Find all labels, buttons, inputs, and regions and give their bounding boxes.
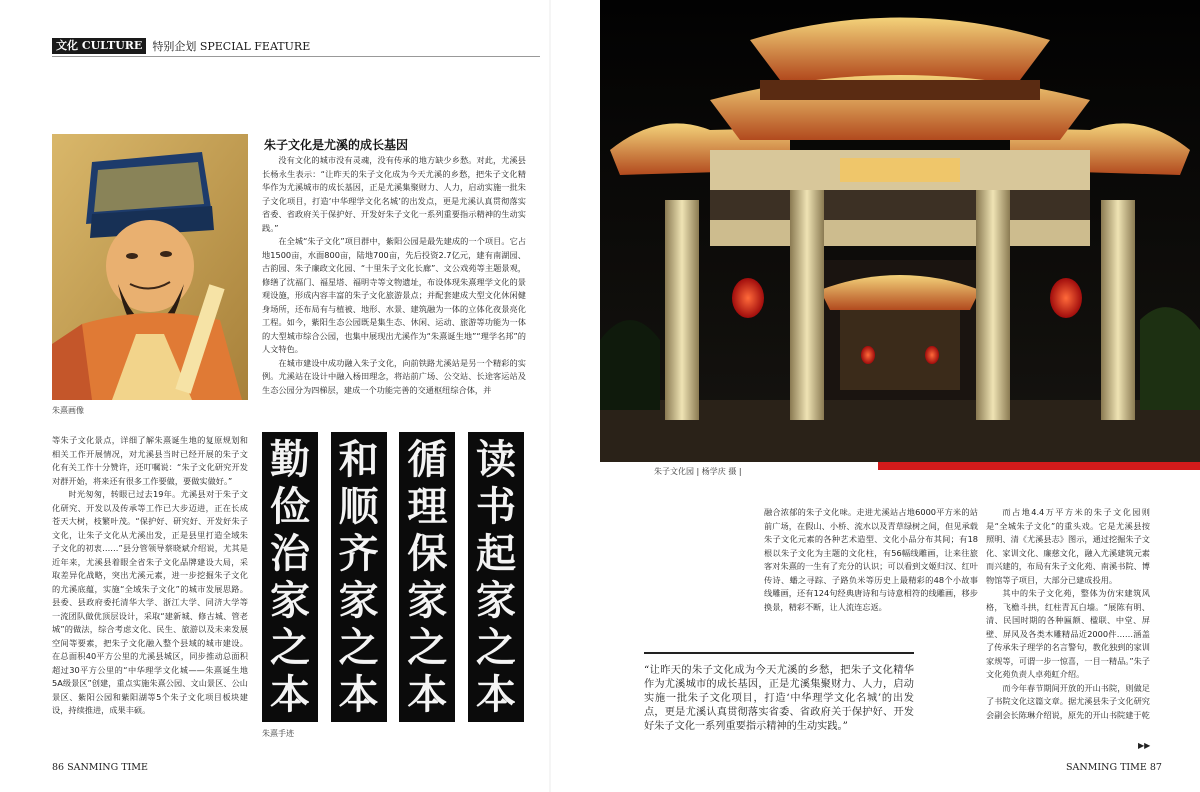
paragraph: 等朱子文化景点，详细了解朱熹诞生地的复原规划和相关工作开展情况，对尤溪县当时已经开展的朱子文化有关工作十分赞许，还叮嘱说：“朱子文化研究开发对群开始，将来还有很多工作要做，要做实做好。” <box>52 435 248 486</box>
calligraphy-character: 之 <box>338 623 379 671</box>
left-page-upper-column <box>262 154 526 406</box>
archway-night-photo <box>600 0 1200 462</box>
pull-quote: “让昨天的朱子文化成为今天尤溪的乡愁，把朱子文化精华作为尤溪城市的成长基因，正是尤溪集聚财力、人力，启动实施一批朱子文化项目，打造‘中华理学文化名城’的出发点，更是尤溪认真贯彻落实省委、省政府关于保护好、开发好朱子文化一系列重要指示精神的生动实践。” <box>644 665 914 732</box>
zhu-xi-portrait <box>52 134 248 400</box>
calligraphy-panel <box>262 432 524 722</box>
page-gutter <box>549 0 551 792</box>
calligraphy-strip <box>262 432 318 722</box>
section-header <box>52 38 310 54</box>
article-heading: 朱子文化是尤溪的成长基因 <box>264 138 409 152</box>
calligraphy-character: 家 <box>475 576 516 624</box>
portrait-caption: 朱熹画像 <box>52 406 84 415</box>
calligraphy-character: 起 <box>475 529 516 577</box>
calligraphy-character: 本 <box>270 670 310 718</box>
calligraphy-character: 书 <box>475 482 516 530</box>
calligraphy-character: 本 <box>475 670 516 718</box>
section-subtitle: 特别企划 SPECIAL FEATURE <box>152 40 311 53</box>
calligraphy-character: 治 <box>270 529 310 577</box>
calligraphy-character: 保 <box>407 529 448 577</box>
pull-quote-rule <box>644 652 914 654</box>
calligraphy-character: 顺 <box>338 482 379 530</box>
paragraph: 其中的朱子文化苑，整体为仿宋建筑风格，飞檐斗拱，红柱青瓦白墙。“展陈有明、清、民国时期的各种匾额、楹联、中堂、屏壁、屏风及各类木雕精品近2000件……涵盖了传承朱子理学的名言警句，教化独到的家训家规等，可谓一步一惊喜，一目一精品。”朱子文化苑负责人卓苑虹介绍。 <box>986 588 1150 679</box>
paragraph: 时光匆匆，转眼已过去19年。尤溪县对于朱子文化研究、开发以及传承等工作已大步迈进，正在长成苍天大树，枝繁叶茂。“保护好、研究好、开发好朱子文化，让朱子文化从尤溪出发，正是县里打造全域朱子文化的初衷……”县分管领导蔡晓斌介绍说，尤其是近年来，尤溪县着眼全省朱子文化品牌建设大局，采取差异化战略，突出尤溪元素，进一步挖掘朱子文化的尤溪底蕴，实施“全域朱子文化”的城市发展思路。县委、县政府委托清华大学、浙江大学、同济大学等一流团队做优顶层设计，采取“建新城、修古城、管老城”的做法，综合考虑文化、民生、旅游以及未来发展空间等要素，把朱子文化融入整个县域的城市建设。在总面积40平方公里的尤溪县城区，同步推动总面积超过30平方公里的“中华理学文化城——朱熹诞生地5A级景区”创建，重点实施朱熹公园、文山景区、公山景区、紫阳公园和紫阳湖等5个朱子文化项目板块建设，持续推进，成果丰硕。 <box>52 489 248 715</box>
calligraphy-character: 本 <box>407 670 448 718</box>
accent-bar <box>878 462 1200 470</box>
paragraph: 而占地4.4万平方米的朱子文化园则是“全城朱子文化”的重头戏。它是尤溪县按照明、清《尤溪县志》图示，通过挖掘朱子文化、家训文化、廉慈文化，融入尤溪建筑元素而兴建的，布局有朱子文化苑、南溪书院、博物馆等子项目，大部分已建成投用。 <box>986 507 1150 585</box>
calligraphy-character: 齐 <box>338 529 379 577</box>
calligraphy-strip <box>331 432 387 722</box>
right-page-right-column <box>986 506 1150 756</box>
calligraphy-character: 和 <box>338 435 379 483</box>
continue-arrow-icon: ▶▶ <box>1138 741 1151 750</box>
calligraphy-character: 俭 <box>270 482 310 530</box>
calligraphy-character: 之 <box>270 623 310 671</box>
calligraphy-strip <box>468 432 524 722</box>
calligraphy-character: 读 <box>475 435 516 483</box>
calligraphy-character: 循 <box>407 435 448 483</box>
paragraph: 融合浓郁的朱子文化味。走进尤溪站占地6000平方米的站前广场，在假山、小桥、流水以及青草绿树之间，但见承载朱子文化元素的各种艺术造型、文化小品分布其间；有18根以朱子文化为主题的文化柱，有56幅线雕画，让来往旅客对朱熹的一生有了充分的认识；可以看到文姬归汉、红叶传诗、蟠之寻踪、子路负米等历史上最精彩的48个小故事线雕画，还有124句经典唐诗和与诗意相符的线雕画，移步换景，精彩不断，让人流连忘返。 <box>764 507 978 612</box>
left-page-lower-column <box>52 434 248 726</box>
paragraph: 没有文化的城市没有灵魂，没有传承的地方缺少乡愁。对此，尤溪县长杨永生表示：“让昨天的朱子文化成为今天尤溪的乡愁，把朱子文化精华作为尤溪城市的成长基因，正是尤溪集聚财力、人力，启动实施一批朱子文化项目，打造‘中华理学文化名城’的出发点，更是尤溪认真贯彻落实省委、省政府关于保护好、开发好朱子文化一系列重要指示精神的生动实践。” <box>262 155 526 233</box>
paragraph: 而今年春节期间开放的开山书院，则做足了书院文化这篇文章。据尤溪县朱子文化研究会副会长陈琳介绍说，原先的开山书院建于乾 <box>986 682 1150 720</box>
calligraphy-character: 家 <box>338 576 379 624</box>
calligraphy-character: 之 <box>475 623 516 671</box>
header-rule <box>52 56 540 57</box>
calligraphy-character: 之 <box>407 623 448 671</box>
calligraphy-caption: 朱熹手迹 <box>262 729 294 738</box>
page-number-left: 86 SANMING TIME <box>52 762 148 773</box>
calligraphy-strip <box>399 432 455 722</box>
calligraphy-character: 理 <box>407 482 448 530</box>
calligraphy-character: 本 <box>338 670 379 718</box>
page-number-right: SANMING TIME 87 <box>1066 762 1162 773</box>
right-page-middle-column <box>764 506 978 646</box>
calligraphy-character: 家 <box>270 576 310 624</box>
paragraph: 在城市建设中成功融入朱子文化，向前铁路尤溪站是另一个精彩的实例。尤溪站在设计中融入杨田理念，将站前广场、公交站、长途客运站及生态公园分为四梯层，建成一个功能完善的交通枢纽综合体，并 <box>262 357 526 395</box>
calligraphy-character: 勤 <box>270 435 310 483</box>
section-label: 文化 CULTURE <box>52 38 146 54</box>
paragraph: 在全城“朱子文化”项目群中，紫阳公园是最先建成的一个项目。它占地1500亩，水面800亩，陆地700亩，先后投资2.7亿元，建有南湖园、古韵园、朱子廉政文化园、“十里朱子文化长廊”、文公戏苑等主题景观，修缮了沈福门、福星塔、福明寺等文物遗址，布设体现朱熹理学文化的景观设施，形成内容丰富的朱子文化旅游景点；并配套建成大型文化休闲健身场所，还布局有与植被、地形、水景、建筑融为一体的立体化夜景亮化工程。如今，紫阳生态公园既是集生态、休闲、运动、旅游等功能为一体的大型城市综合公园，也集中展现出尤溪作为“朱熹诞生地”“理学名邦”的人文特色。 <box>262 236 526 354</box>
photo-caption: 朱子文化园 | 杨学庆 摄 | <box>654 467 742 476</box>
calligraphy-character: 家 <box>407 576 448 624</box>
